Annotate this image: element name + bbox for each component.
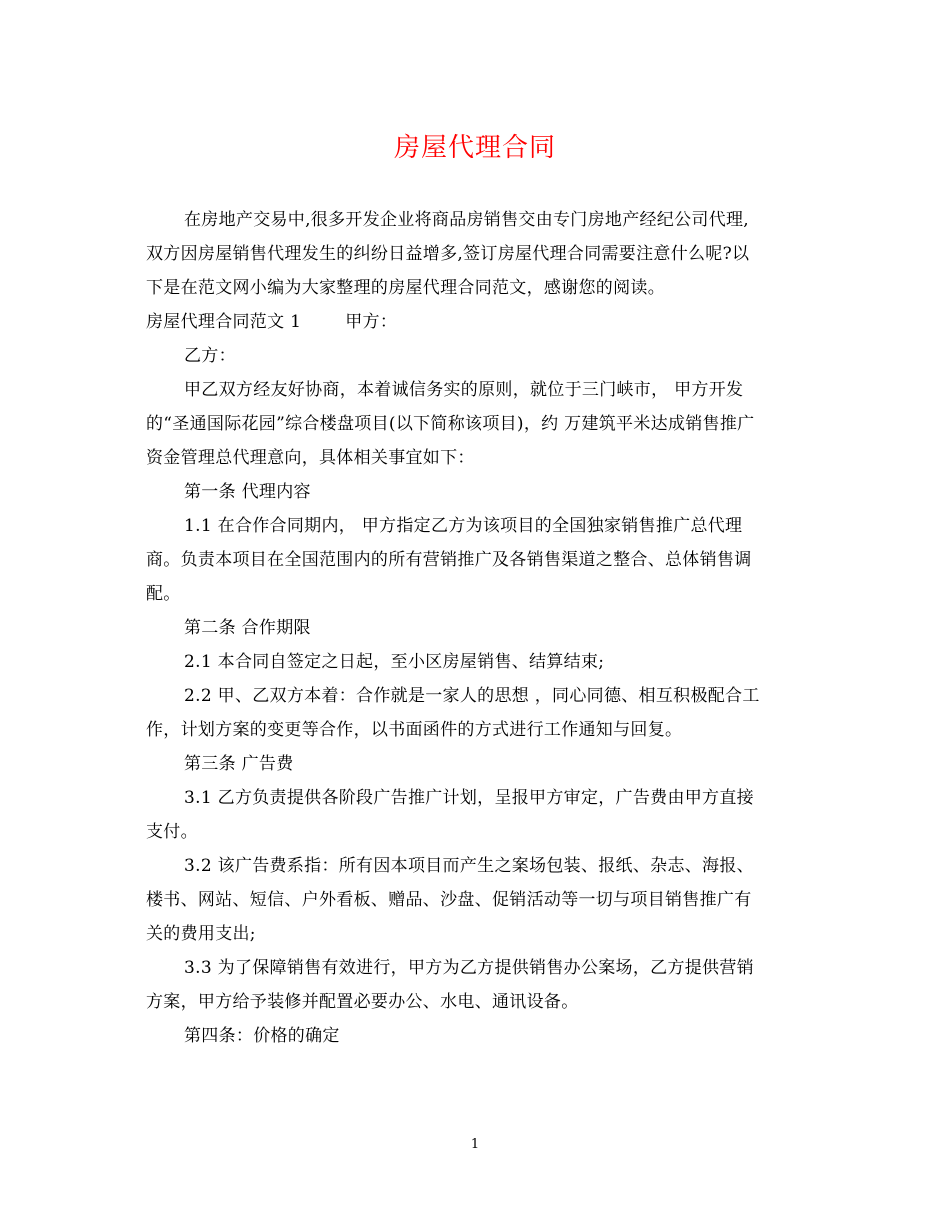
- clause-3-2-line: 3.2 该广告费系指：所有因本项目而产生之案场包装、报纸、杂志、海报、: [184, 856, 754, 876]
- party-b-label: 乙方：: [184, 346, 236, 366]
- clause-3-1-line: 3.1 乙方负责提供各阶段广告推广计划，呈报甲方审定，广告费由甲方直接: [184, 788, 754, 808]
- intro-line: 双方因房屋销售代理发生的纠纷日益增多,签订房屋代理合同需要注意什么呢?以: [146, 244, 750, 264]
- page-number: 1: [470, 1137, 480, 1152]
- sample-heading-line: [146, 305, 806, 339]
- sample-heading: 房屋代理合同范文 1: [146, 312, 302, 332]
- clause-1-1-line: 配。: [146, 584, 181, 604]
- clause-2-2-line: 作，计划方案的变更等合作，以书面函件的方式进行工作通知与回复。: [146, 720, 683, 740]
- clause-2-1: 2.1 本合同自签定之日起，至小区房屋销售、结算结束;: [184, 652, 605, 672]
- party-a-label: 甲方：: [345, 312, 398, 332]
- article-1-heading: 第一条 代理内容: [184, 482, 311, 502]
- document-title: 房屋代理合同: [393, 133, 556, 163]
- document-body: [146, 203, 806, 1053]
- article-3-heading: 第三条 广告费: [184, 754, 294, 774]
- clause-3-2-line: 关的费用支出;: [146, 924, 256, 944]
- intro-line: 在房地产交易中,很多开发企业将商品房销售交由专门房地产经纪公司代理,: [184, 210, 750, 230]
- clause-3-3-line: 方案，甲方给予装修并配置必要办公、水电、通讯设备。: [146, 992, 579, 1012]
- article-2-heading: 第二条 合作期限: [184, 618, 311, 638]
- intro-line: 下是在范文网小编为大家整理的房屋代理合同范文，感谢您的阅读。: [146, 278, 665, 298]
- clause-3-1-line: 支付。: [146, 822, 198, 842]
- clause-3-2-line: 楼书、网站、短信、户外看板、赠品、沙盘、促销活动等一切与项目销售推广有: [146, 890, 752, 910]
- preamble-line: 的“圣通国际花园”综合楼盘项目(以下简称该项目)，约 万建筑平米达成销售推广: [146, 414, 755, 434]
- clause-1-1-line: 1.1 在合作合同期内， 甲方指定乙方为该项目的全国独家销售推广总代理: [184, 516, 743, 536]
- clause-3-3-line: 3.3 为了保障销售有效进行，甲方为乙方提供销售办公案场，乙方提供营销: [184, 958, 754, 978]
- preamble-line: 甲乙双方经友好协商，本着诚信务实的原则，就位于三门峡市， 甲方开发: [184, 380, 744, 400]
- article-4-heading: 第四条：价格的确定: [184, 1026, 340, 1046]
- clause-2-2-line: 2.2 甲、乙双方本着：合作就是一家人的思想 ，同心同德、相互积极配合工: [184, 686, 760, 706]
- clause-1-1-line: 商。负责本项目在全国范围内的所有营销推广及各销售渠道之整合、总体销售调: [146, 550, 752, 570]
- preamble-line: 资金管理总代理意向，具体相关事宜如下：: [146, 448, 475, 468]
